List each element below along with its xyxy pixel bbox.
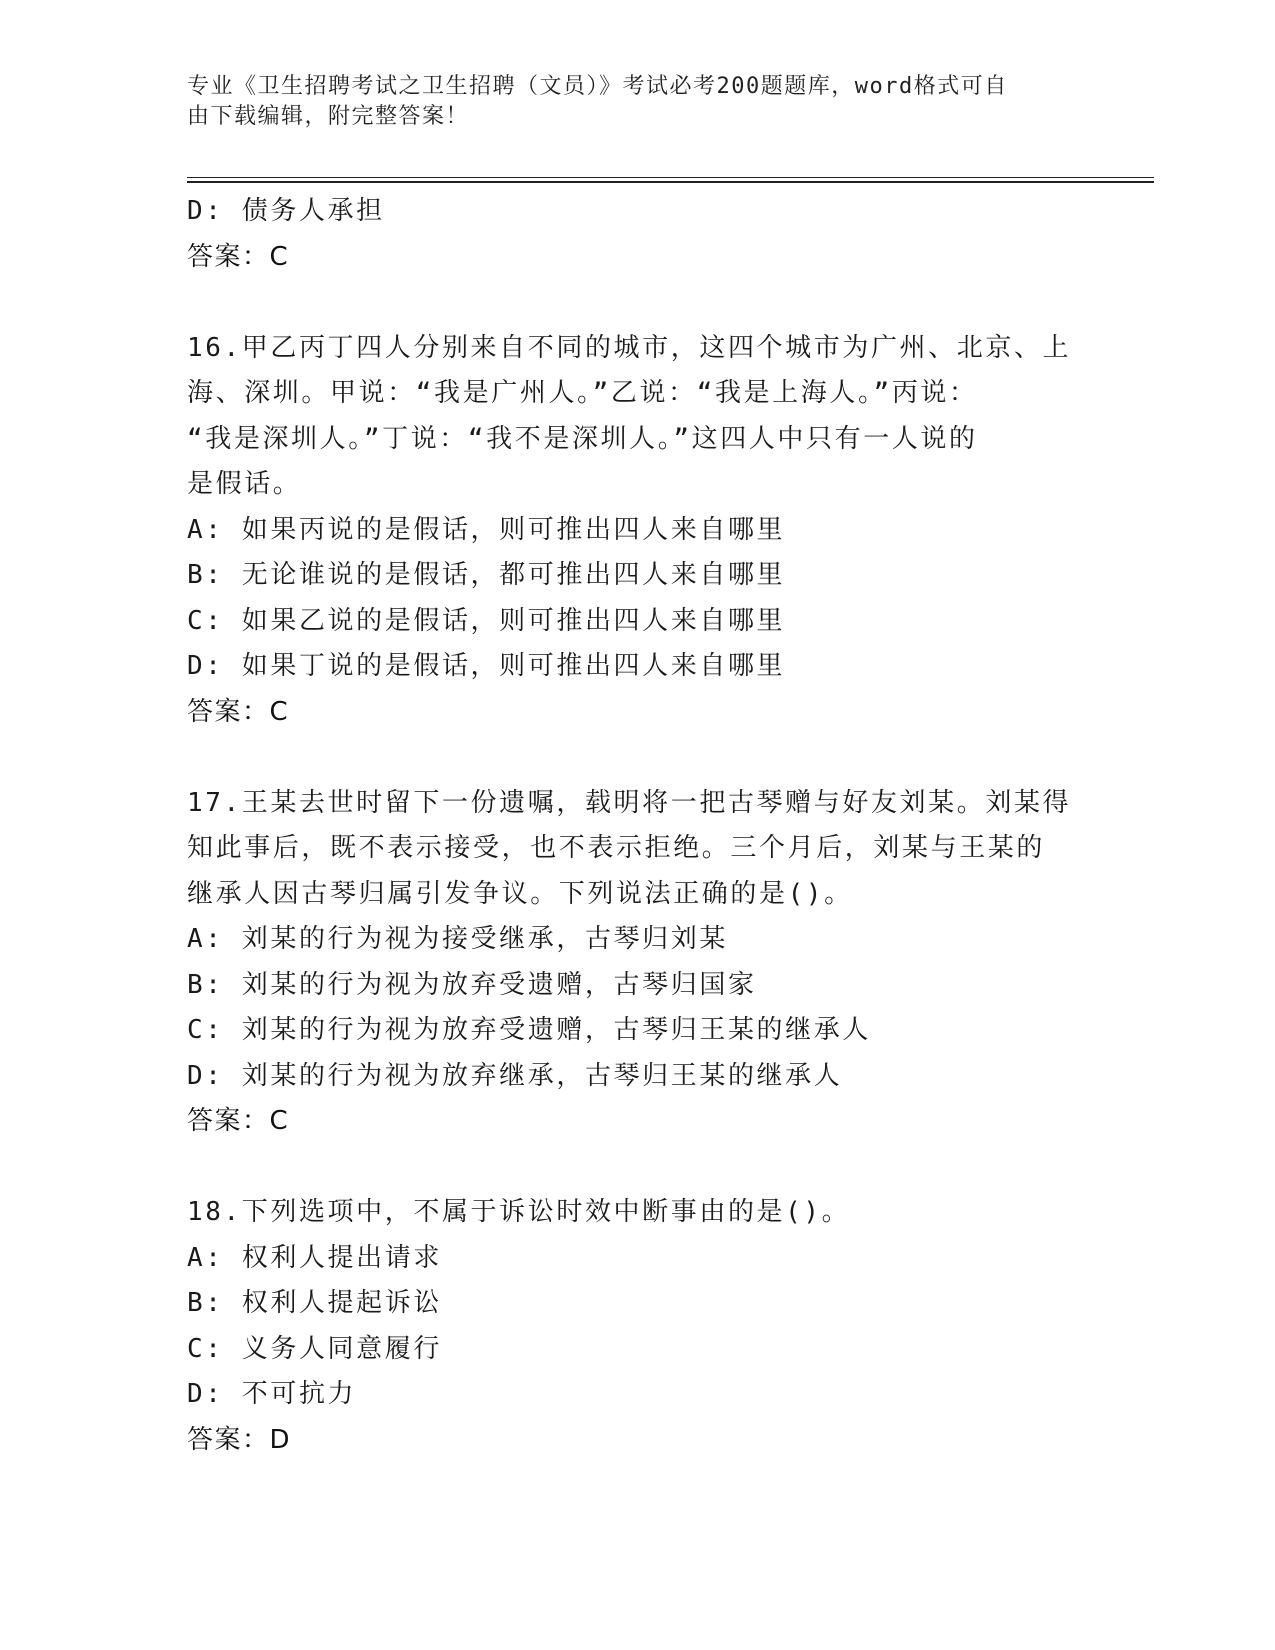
question-17	[187, 781, 1087, 1145]
option-d: D: 不可抗力	[187, 1379, 357, 1409]
option-d: D: 刘某的行为视为放弃继承，古琴归王某的继承人	[187, 1060, 843, 1091]
question-stem-line: 是假话。	[187, 469, 302, 499]
question-stem-line: 17.王某去世时留下一份遗嘱，载明将一把古琴赠与好友刘某。刘某得	[187, 787, 1072, 818]
question-16	[187, 326, 1087, 736]
document-header	[187, 72, 1067, 132]
document-body	[187, 189, 1087, 1463]
option-c: C: 如果乙说的是假话，则可推出四人来自哪里	[187, 605, 786, 636]
header-rule-thick	[187, 181, 1154, 183]
answer-line: 答案：C	[187, 696, 290, 727]
question-stem-line: 知此事后，既不表示接受，也不表示拒绝。三个月后，刘某与王某的	[187, 833, 1046, 863]
header-title-line-2: 由下载编辑，附完整答案！	[187, 104, 470, 129]
answer-line: 答案：D	[187, 1424, 292, 1455]
previous-question-tail	[187, 189, 1087, 280]
question-stem-line: 18.下列选项中，不属于诉讼时效中断事由的是()。	[187, 1197, 851, 1227]
question-stem-line: 16.甲乙丙丁四人分别来自不同的城市，这四个城市为广州、北京、上	[187, 332, 1072, 363]
option-d: D: 如果丁说的是假话，则可推出四人来自哪里	[187, 651, 786, 681]
answer-line: 答案：C	[187, 1106, 290, 1136]
spacer	[187, 1145, 1087, 1191]
question-stem-line: 海、深圳。甲说：“我是广州人。”乙说：“我是上海人。”丙说：	[187, 378, 978, 408]
question-18	[187, 1190, 1087, 1463]
option-c: C: 刘某的行为视为放弃受遗赠，古琴归王某的继承人	[187, 1015, 871, 1045]
question-stem-line: “我是深圳人。”丁说：“我不是深圳人。”这四人中只有一人说的	[187, 423, 978, 454]
option-a: A: 如果丙说的是假话，则可推出四人来自哪里	[187, 514, 786, 545]
option-b: B: 刘某的行为视为放弃受遗赠，古琴归国家	[187, 969, 757, 1000]
answer-line: 答案：C	[187, 241, 290, 272]
option-d: D: 债务人承担	[187, 196, 385, 226]
header-title-line-1: 专业《卫生招聘考试之卫生招聘（文员）》考试必考200题题库，word格式可自	[187, 74, 1008, 99]
option-b: B: 无论谁说的是假话，都可推出四人来自哪里	[187, 560, 786, 590]
option-b: B: 权利人提起诉讼	[187, 1288, 442, 1318]
option-a: A: 刘某的行为视为接受继承，古琴归刘某	[187, 924, 728, 954]
option-c: C: 义务人同意履行	[187, 1333, 442, 1364]
spacer	[187, 280, 1087, 326]
option-a: A: 权利人提出请求	[187, 1242, 442, 1273]
question-stem-line: 继承人因古琴归属引发争议。下列说法正确的是()。	[187, 878, 853, 909]
spacer	[187, 735, 1087, 781]
header-rule-thin	[187, 177, 1154, 178]
